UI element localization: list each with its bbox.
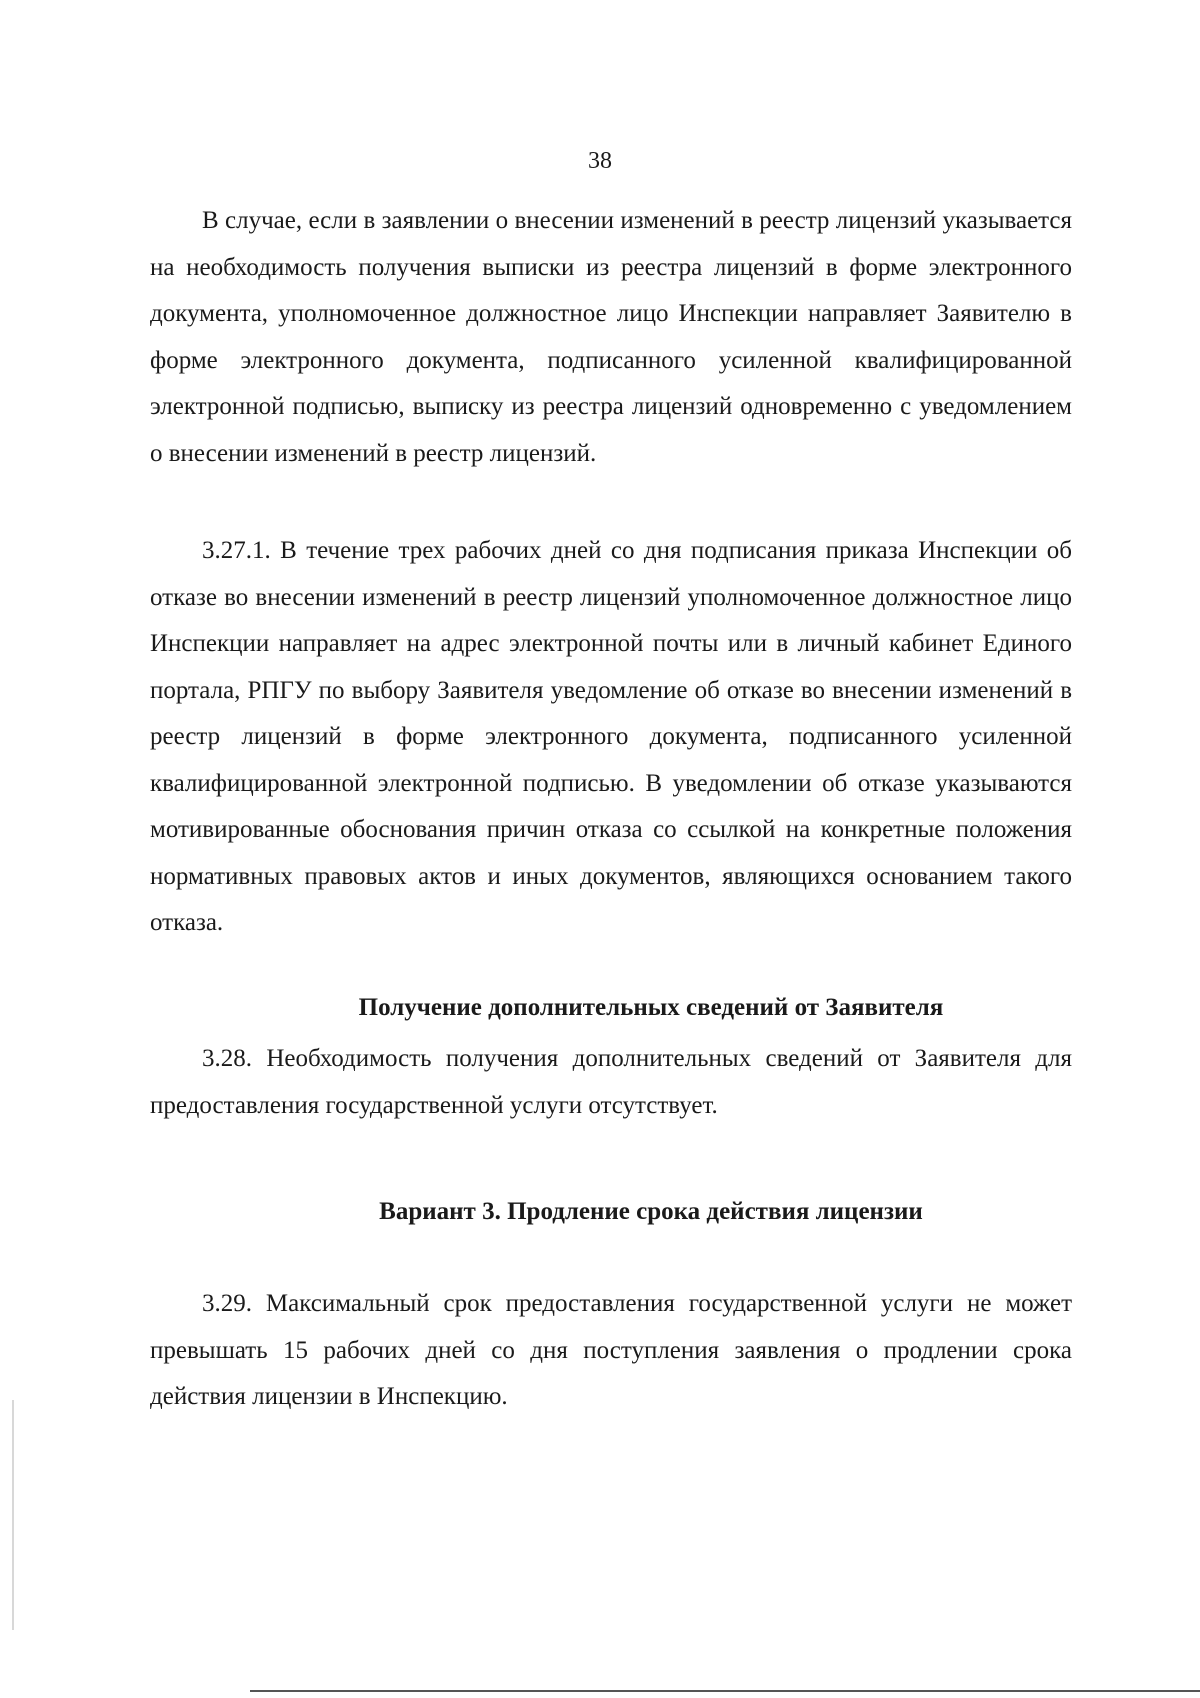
paragraph-3-29: 3.29. Максимальный срок предоставления государственной услуги не может превышать 15 рабочих дней со дня поступления заявления о продлении срока действия лицензии в Инспекцию. bbox=[150, 1290, 1072, 1410]
paragraph-3-28: 3.28. Необходимость получения дополнительных сведений от Заявителя для предоставления государственной услуги отсутствует. bbox=[150, 1045, 1072, 1119]
page-number: 38 bbox=[588, 148, 612, 174]
paragraph-extract-notice: В случае, если в заявлении о внесении изменений в реестр лицензий указывается на необходимость получения выписки из реестра лицензий в форме электронного документа, уполномоченное должностное лицо Инспекции направляет Заявителю в форме электронного документа, подписанного усиленной квалифицированной электронной подписью, выписку из реестра лицензий одновременно с уведомлением о внесении изменений в реестр лицензий. bbox=[150, 207, 1072, 467]
scan-bottom-line bbox=[250, 1690, 1200, 1692]
section-heading-variant-3: Вариант 3. Продление срока действия лицензии bbox=[379, 1198, 923, 1225]
paragraph-3-27-1: 3.27.1. В течение трех рабочих дней со дня подписания приказа Инспекции об отказе во внесении изменений в реестр лицензий уполномоченное должностное лицо Инспекции направляет на адрес электронной почты или в личный кабинет Единого портала, РПГУ по выбору Заявителя уведомление об отказе во внесении изменений в реестр лицензий в форме электронного документа, подписанного усиленной квалифицированной электронной подписью. В уведомлении об отказе указываются мотивированные обоснования причин отказа со ссылкой на конкретные положения нормативных правовых актов и иных документов, являющихся основанием такого отказа. bbox=[150, 537, 1072, 936]
scan-edge-mark bbox=[12, 1400, 14, 1630]
section-heading-additional-info: Получение дополнительных сведений от Заявителя bbox=[358, 994, 944, 1021]
